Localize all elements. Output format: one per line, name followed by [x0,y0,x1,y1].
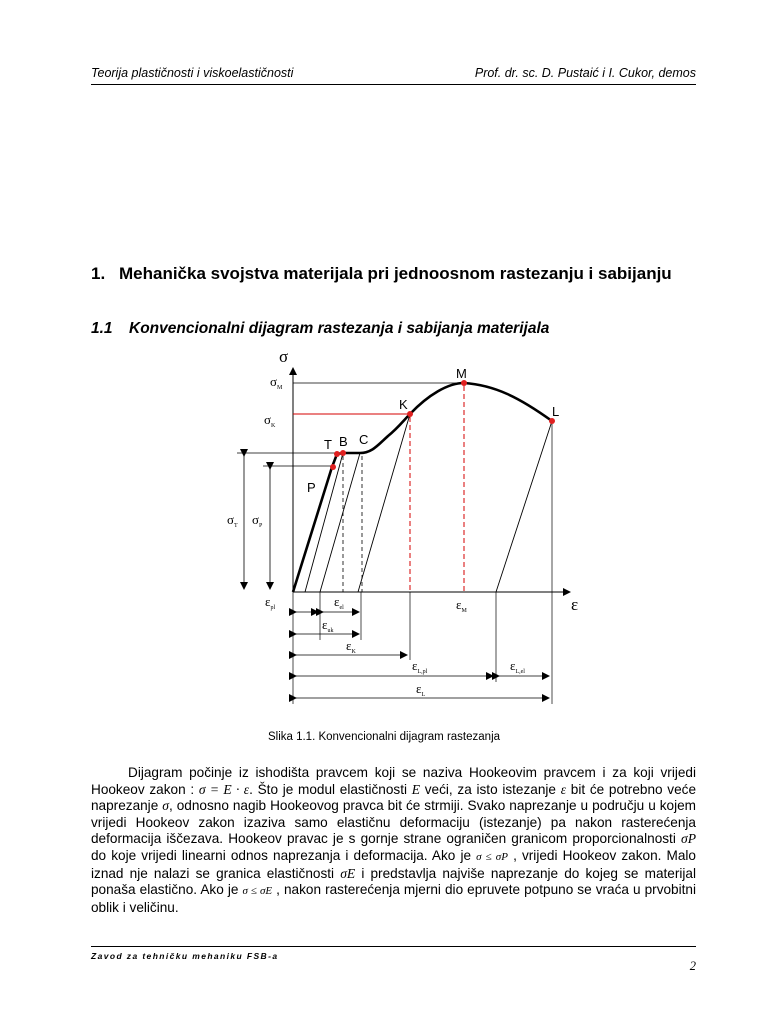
label-M: M [456,366,467,381]
page-number: 2 [689,959,696,973]
para-text-2: . Što je modul elastičnosti [249,781,412,797]
unloading-line-L [496,421,552,592]
condition-sigma-E: σ ≤ σE [242,885,273,898]
sigma-axis-label: σ [279,347,289,366]
sigma-T-label: $\sigma_T$ [227,512,238,529]
symbol-sigma: σ [162,798,169,814]
eps-pl-label: $\varepsilon_{pl}$ [265,594,276,611]
symbol-epsilon: ε [560,781,567,797]
figure-caption: Slika 1.1. Konvencionalni dijagram rastezanja [267,731,501,743]
epsilon-axis-label: ε [571,595,579,614]
para-text-1: Dijagram počinje iz ishodišta pravcem koji se naziva Hookeovim pravcem i za koji vrijedi Hookeov zakon : [91,765,696,797]
para-text-7: , vrijedi Hookeov zakon. Malo iznad nje nalazi se granica elastičnosti [91,847,696,881]
para-text-4: bit će potrebno veće naprezanje [91,781,697,814]
marker-T [334,451,340,457]
label-T: T [324,437,332,452]
symbol-sigma-E: σE [340,865,356,881]
label-C: C [359,432,369,447]
section-title: Konvencionalni dijagram rastezanja i sabijanja materijala [129,320,550,337]
chapter-title: Mehanička svojstva materijala pri jednoosnom rastezanju i sabijanju [119,264,672,283]
para-text-5: , odnosno nagib Hookeovog pravca bit će strmiji. Svako naprezanje u području u kojem vrijedi Hookeov zakon izaziva samo elastičnu deformaciju (istezanje) pa nakon rasterećenja deformacija iščezava. Hookeov pravac je s gornje strane ograničen granicom proporcionalnosti [91,798,696,847]
label-L: L [552,404,560,419]
marker-K [407,411,413,417]
para-text-9: , nakon rasterećenja mjerni dio epruvete potpuno se vraća u prvobitni oblik i veličinu. [91,882,696,915]
symbol-E: E [411,781,421,797]
eps-Lpl-label: $\varepsilon_{L,pl}$ [412,658,428,675]
section-number: 1.1 [91,320,113,337]
section-heading [91,320,549,338]
para-text-3: veći, za isto istezanje [420,781,561,797]
footer-institution: Zavod za tehničku mehaniku FSB-a [91,951,279,961]
header-authors: Prof. dr. sc. D. Pustaić i I. Cukor, demos [474,66,696,80]
label-P: P [307,480,316,495]
condition-sigma-P: σ ≤ σP [476,850,508,863]
header-course-title: Teorija plastičnosti i viskoelastičnosti [91,66,294,80]
stress-strain-diagram [0,340,768,710]
sigma-P-label: $\sigma_P$ [252,512,263,529]
page-footer [91,946,696,973]
marker-B [340,450,346,456]
para-text-8: i predstavlja najviše naprezanje do kojeg se materijal ponaša elastično. Ako je [91,865,696,898]
sigma-K-label: $\sigma_K$ [264,412,276,429]
chapter-number: 1. [91,264,106,283]
eps-Lel-label: $\varepsilon_{L,el}$ [510,658,525,675]
para-text-6: do koje vrijedi linearni odnos naprezanja i deformacija. Ako je [91,847,477,863]
hooke-equation: σ = E · ε [198,781,250,797]
unloading-line-B [305,453,343,592]
body-paragraph [91,765,696,916]
symbol-sigma-P: σP [680,831,696,847]
eps-el-label: $\varepsilon_{el}$ [334,594,344,611]
unloading-line-C [320,453,360,592]
sigma-M-label: $\sigma_M$ [270,374,283,391]
marker-P [330,464,336,470]
page-header [91,64,696,85]
eps-M-label: $\varepsilon_M$ [456,597,467,614]
label-B: B [339,434,348,449]
eps-K-label: $\varepsilon_K$ [346,638,356,655]
eps-uk-label: $\varepsilon_{uk}$ [322,617,334,634]
eps-L-label: $\varepsilon_L$ [416,681,426,698]
label-K: K [399,397,408,412]
